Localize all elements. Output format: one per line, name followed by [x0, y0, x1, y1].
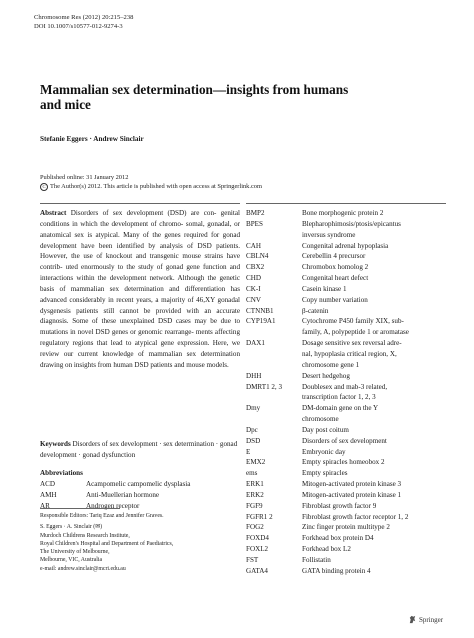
- abbreviation-row: [246, 338, 446, 371]
- springer-wordmark: Springer: [419, 615, 444, 624]
- abbreviation-code: CAH: [246, 241, 261, 250]
- author-email[interactable]: e-mail: andrew.sinclair@mcri.edu.au: [40, 565, 126, 572]
- title-line: and mice: [40, 97, 91, 112]
- abbreviation-desc-line: Mitogen-activated protein kinase 3: [302, 480, 402, 489]
- abbreviation-desc: [302, 512, 446, 523]
- abbreviation-desc: Acampomelic campomelic dysplasia: [86, 480, 191, 488]
- abstract-line: interactions within the development network. Although: [40, 274, 205, 283]
- abbreviation-desc-line: nal, hypoplasia critical region, X,: [302, 349, 397, 358]
- copyright-line: [40, 182, 262, 191]
- springer-horse-icon: [408, 615, 417, 624]
- abbreviation-desc-line: β-catenin: [302, 306, 329, 315]
- abbreviation-desc: [302, 403, 446, 425]
- abbreviation-desc: [302, 522, 446, 533]
- abbreviation-row: [246, 403, 446, 425]
- abbreviation-desc: [302, 241, 446, 252]
- abstract-line: Disorders of sex development (DSD) are con-: [70, 209, 217, 217]
- abbreviation-desc-line: DM-domain gene on the Y: [302, 404, 379, 413]
- abstract-line: still cannot be provided with an accurate diagnosis.: [40, 306, 240, 326]
- abbreviation-desc: [302, 338, 446, 371]
- author-address-line: S. Eggers · A. Sinclair (✉): [40, 524, 103, 531]
- divider: [246, 203, 446, 204]
- authors: Stefanie Eggers · Andrew Sinclair: [40, 135, 144, 143]
- abbreviation-row: [246, 262, 446, 273]
- abbreviation-row: [246, 241, 446, 252]
- title-line: Mammalian sex determination—insights from humans: [40, 82, 349, 97]
- abbreviation-desc: [302, 436, 446, 447]
- abbreviation-desc-line: Fibroblast growth factor receptor 1, 2: [302, 512, 409, 521]
- abstract: [40, 208, 240, 371]
- abbreviation-desc: [302, 371, 446, 382]
- abbreviation-row: [246, 425, 446, 436]
- abbreviation-code: AR: [40, 501, 50, 510]
- divider: [40, 203, 240, 204]
- abbreviation-row: [246, 208, 446, 219]
- abbreviation-row: [246, 251, 446, 262]
- abbreviation-code: FOXD4: [246, 534, 269, 543]
- abbreviation-row: [246, 306, 446, 317]
- abbreviation-row: [246, 468, 446, 479]
- abstract-line: from human DSD patients and mouse models.: [97, 360, 229, 369]
- abstract-line: of knockout and transgenic mouse strains have contrib-: [40, 252, 240, 272]
- abbreviation-row: [246, 566, 446, 577]
- abstract-line: somal, gonadal, or anatomical sex is atypical. Many of: [40, 219, 240, 239]
- abbreviation-code: E: [246, 447, 251, 456]
- abbreviation-desc-line: Copy number variation: [302, 295, 368, 304]
- abbreviation-code: FGFR1 2: [246, 512, 273, 521]
- abbreviation-desc-line: Forkhead box protein D4: [302, 534, 374, 543]
- abbreviation-desc: [302, 555, 446, 566]
- author-address-line: Royal Children's Hospital and Department of Paediatrics,: [40, 540, 174, 547]
- abbreviation-desc-line: transcription factor 1, 2, 3: [302, 393, 376, 402]
- abbreviation-desc-line: inversus syndrome: [302, 230, 356, 239]
- author-address-line: Melbourne, VIC, Australia: [40, 557, 103, 564]
- abbreviation-code: BPES: [246, 219, 263, 228]
- springer-logo: [408, 615, 443, 624]
- abbreviation-desc-line: Blepharophimosis/ptosis/epicantus: [302, 219, 401, 228]
- abbreviation-desc-line: Follistatin: [302, 556, 331, 564]
- abbreviation-desc: [302, 544, 446, 555]
- abbreviation-row: [246, 382, 446, 404]
- abbreviation-code: CK-I: [246, 284, 261, 293]
- abbreviation-desc: [302, 273, 446, 284]
- abbreviation-desc: [302, 382, 446, 404]
- abbreviation-desc-line: Chromobox homolog 2: [302, 263, 369, 272]
- abstract-line: Some of these unexplained DSD cases may be due to: [72, 317, 240, 326]
- abbreviation-code: BMP2: [246, 209, 265, 217]
- abbreviation-desc: [302, 501, 446, 512]
- abbreviation-row: [246, 316, 446, 338]
- abbreviation-code: FGF9: [246, 501, 263, 510]
- abbreviation-desc: [302, 316, 446, 338]
- keywords-line: Disorders of sex development · sex: [72, 440, 173, 448]
- abbreviation-code: CTNNB1: [246, 306, 274, 315]
- abbreviation-code: Dmy: [246, 404, 261, 413]
- abbreviation-desc: [302, 533, 446, 544]
- abbreviation-code: DMRT1 2, 3: [246, 382, 283, 391]
- abbreviation-desc-line: chromosome gene 1: [302, 360, 360, 369]
- abbreviation-desc: [302, 457, 446, 468]
- abbreviation-row: [246, 501, 446, 512]
- abbreviation-code: ems: [246, 469, 258, 478]
- abbreviation-row: [246, 371, 446, 382]
- abbreviation-row: [246, 457, 446, 468]
- abbreviation-code: DSD: [246, 436, 261, 445]
- abbreviation-desc-line: Cytochrome P450 family XIX, sub-: [302, 317, 404, 326]
- abbreviation-row: [246, 273, 446, 284]
- abbreviation-desc-line: Fibroblast growth factor 9: [302, 501, 377, 510]
- doi: DOI 10.1007/s10577-012-9274-3: [34, 23, 123, 30]
- journal-header: [34, 13, 133, 31]
- abbreviation-row: [246, 295, 446, 306]
- publication-info: [40, 173, 262, 191]
- abstract-line: gene expression. Here, we review our current knowledge: [40, 339, 240, 358]
- abbreviation-code: Dpc: [246, 425, 258, 434]
- abstract-line: differentiation has advanced considerably in recent: [40, 284, 240, 304]
- abbreviation-desc-line: Congenital adrenal hypoplasia: [302, 241, 389, 250]
- abbreviation-code: CBX2: [246, 263, 265, 272]
- abbreviation-row: [246, 533, 446, 544]
- abbreviations-list-left: [40, 479, 240, 511]
- abbreviation-desc: [302, 566, 446, 577]
- abbreviation-desc: [302, 306, 446, 317]
- keywords: [40, 439, 240, 461]
- abbreviation-row: [246, 544, 446, 555]
- abbreviation-row: [246, 512, 446, 523]
- abbreviation-desc: [302, 251, 446, 262]
- abbreviation-code: FOG2: [246, 523, 264, 532]
- abbreviations-list-right: [246, 208, 446, 577]
- abbreviation-row: [246, 555, 446, 566]
- abbreviation-desc: [302, 208, 446, 219]
- abbreviation-code: ERK2: [246, 490, 264, 499]
- abbreviation-row: [40, 490, 240, 501]
- abbreviation-desc-line: chromosome: [302, 415, 339, 424]
- abbreviation-row: [246, 479, 446, 490]
- abbreviation-desc-line: Forkhead box L2: [302, 545, 351, 554]
- abbreviation-desc: [302, 479, 446, 490]
- abbreviation-desc-line: Desert hedgehog: [302, 371, 350, 380]
- journal-citation: Chromosome Res (2012) 20:215–238: [34, 14, 134, 21]
- abbreviation-desc-line: Mitogen-activated protein kinase 1: [302, 490, 402, 499]
- abbreviation-desc: [302, 219, 446, 241]
- abstract-line: genital conditions in which the development of chromo-: [40, 209, 240, 228]
- abbreviation-desc: [302, 468, 446, 479]
- abbreviation-code: AMH: [40, 490, 57, 499]
- abbreviation-desc-line: Congenital heart defect: [302, 274, 369, 283]
- abbreviation-desc-line: Casein kinase 1: [302, 284, 347, 293]
- abbreviation-desc-line: Disorders of sex development: [302, 436, 387, 445]
- responsible-editors: Responsible Editors: Tariq Ezaz and Jennifer Graves.: [40, 513, 164, 519]
- abbreviation-desc-line: Zinc finger protein multitype 2: [302, 523, 390, 532]
- abstract-line: the genes required for gonad development have been: [40, 230, 241, 250]
- abbreviation-code: FST: [246, 556, 259, 564]
- abbreviation-row: [246, 219, 446, 241]
- abbreviations-heading: Abbreviations: [40, 469, 83, 477]
- abbreviation-row: [246, 436, 446, 447]
- abbreviation-desc-line: Empty spiracles homeobox 2: [302, 458, 385, 467]
- copyright-icon: C: [40, 183, 48, 191]
- abbreviation-code: CNV: [246, 295, 261, 304]
- footnote: [40, 512, 240, 573]
- abbreviation-code: FOXL2: [246, 545, 269, 554]
- abstract-line: uted enormously to the study of gonad gene function and: [65, 263, 240, 272]
- abbreviation-desc: Androgen receptor: [86, 501, 140, 510]
- abbreviation-desc: [302, 447, 446, 458]
- abbreviation-row: [246, 522, 446, 533]
- abbreviation-row: [246, 447, 446, 458]
- abbreviation-desc-line: Bone morphogenic protein 2: [302, 209, 384, 217]
- abbreviation-code: ERK1: [246, 480, 264, 489]
- abstract-line: the genetic basis of mammalian sex determination and: [40, 274, 241, 293]
- abbreviation-desc-line: family, A, polypeptide 1 or aromatase: [302, 328, 409, 337]
- abstract-label: Abstract: [40, 209, 67, 217]
- abbreviation-desc-line: Empty spiracles: [302, 469, 348, 478]
- abbreviation-desc: [302, 262, 446, 273]
- abbreviation-desc: [302, 425, 446, 436]
- abstract-line: of mammalian sex determination drawing on insights: [40, 349, 240, 369]
- author-address-line: The University of Melbourne,: [40, 549, 110, 556]
- abbreviation-code: CYP19A1: [246, 317, 276, 326]
- abbreviation-desc: [302, 295, 446, 306]
- footnote-divider: [40, 508, 120, 509]
- abbreviation-desc-line: Embryonic day: [302, 447, 346, 456]
- abbreviation-desc: [302, 284, 446, 295]
- abstract-line: identified by analysis of DSD patients. However, the use: [40, 241, 240, 261]
- abbreviation-desc: Anti-Muellerian hormone: [86, 490, 160, 499]
- abbreviation-code: GATA4: [246, 566, 268, 575]
- abbreviation-row: [246, 490, 446, 501]
- keywords-line: determination · gonad development · gonad dysfunction: [40, 440, 238, 459]
- author-address-line: Murdoch Childrens Research Institute,: [40, 532, 130, 539]
- abbreviation-code: CBLN4: [246, 252, 269, 261]
- abbreviation-code: EMX2: [246, 458, 266, 467]
- abbreviation-desc-line: Cerebellin 4 precursor: [302, 252, 366, 261]
- abbreviation-code: DHH: [246, 371, 262, 380]
- article-title: [40, 82, 440, 112]
- abstract-line: ments affecting regulatory regions that lead to atypical: [40, 328, 240, 348]
- copyright-text: The Author(s) 2012. This article is published with open access at Springerlink.com: [50, 183, 262, 190]
- abbreviation-row: [246, 284, 446, 295]
- abbreviation-desc: [302, 490, 446, 501]
- abstract-line: mutations in novel DSD genes or genomic rearrange-: [40, 328, 194, 337]
- abbreviation-desc-line: Dosage sensitive sex reversal adre-: [302, 339, 402, 348]
- abbreviation-desc-line: Day post coitum: [302, 425, 349, 434]
- published-date: Published online: 31 January 2012: [40, 174, 129, 181]
- abbreviation-code: DAX1: [246, 339, 265, 348]
- abbreviation-desc-line: GATA binding protein 4: [302, 566, 371, 575]
- abstract-line: years, a majority of 46,XY gonadal dysgenesis patients: [40, 295, 240, 315]
- abbreviation-code: CHD: [246, 274, 261, 283]
- abbreviation-code: ACD: [40, 480, 55, 488]
- abbreviation-row: [40, 501, 240, 512]
- abbreviation-row: [40, 479, 240, 490]
- abbreviation-desc-line: Doublesex and mab-3 related,: [302, 382, 388, 391]
- keywords-label: Keywords: [40, 440, 71, 448]
